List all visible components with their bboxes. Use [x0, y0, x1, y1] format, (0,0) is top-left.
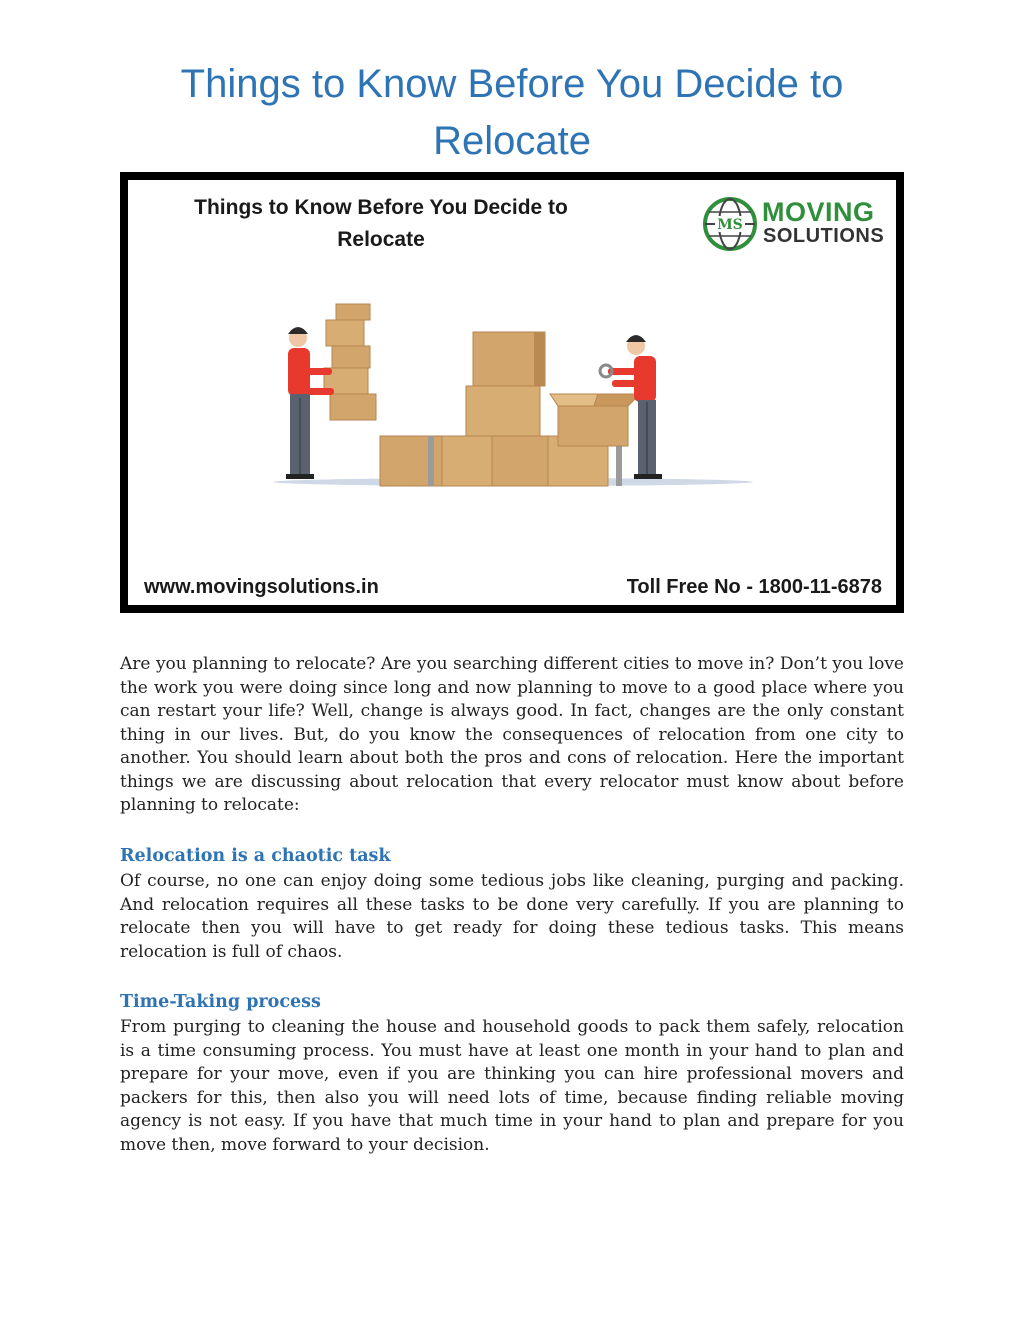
- intro-paragraph: Are you planning to relocate? Are you searching different cities to move in? Don’t you love the work you were doing since long and now planning to move to a good place where you can restart your life? Well, change is always good. In fact, changes are the only constant thing in our lives. But, do you know the consequences of relocation from one city to another. You should learn about both the pros and cons of relocation. Here the important things we are discussing about relocation that every relocator must know about before planning to relocate:: [120, 654, 904, 815]
- movers-illustration: [268, 298, 758, 498]
- banner-website: www.movingsolutions.in: [144, 576, 379, 598]
- section-heading-chaotic: Relocation is a chaotic task: [120, 846, 391, 866]
- section-heading-time: Time-Taking process: [120, 992, 321, 1012]
- held-boxes: [324, 304, 376, 420]
- logo-text-moving: MOVING: [762, 197, 875, 227]
- logo-badge: MS: [717, 217, 743, 233]
- banner-toll-free: Toll Free No - 1800-11-6878: [626, 576, 882, 598]
- document-title: Things to Know Before You Decide to Relocate: [180, 62, 844, 163]
- banner-inner: [128, 180, 896, 605]
- banner-title-line2: Relocate: [337, 228, 425, 251]
- banner-title-line1: Things to Know Before You Decide to: [194, 196, 568, 219]
- moving-solutions-logo: [702, 194, 896, 254]
- banner-image: [120, 172, 904, 613]
- section-text-time: From purging to cleaning the house and household goods to pack them safely, relocation is a time consuming process. You must have at least one month in your hand to plan and prepare for your move, even if you are thinking you can hire professional movers and packers for this, then also you will need lots of time, because finding reliable moving agency is not easy. If you have that much time in your hand to plan and prepare for you move then, move forward to your decision.: [120, 1017, 904, 1155]
- open-box: [550, 394, 640, 446]
- section-text-chaotic: Of course, no one can enjoy doing some tedious jobs like cleaning, purging and packing. And relocation requires all these tasks to be done very carefully. If you are planning to relocate then you will have to get ready for doing these tedious tasks. This means relocation is full of chaos.: [120, 871, 904, 962]
- logo-text-solutions: SOLUTIONS: [763, 225, 885, 247]
- person-left: [286, 327, 334, 479]
- banner-title: [128, 192, 634, 256]
- globe-icon: [702, 196, 758, 252]
